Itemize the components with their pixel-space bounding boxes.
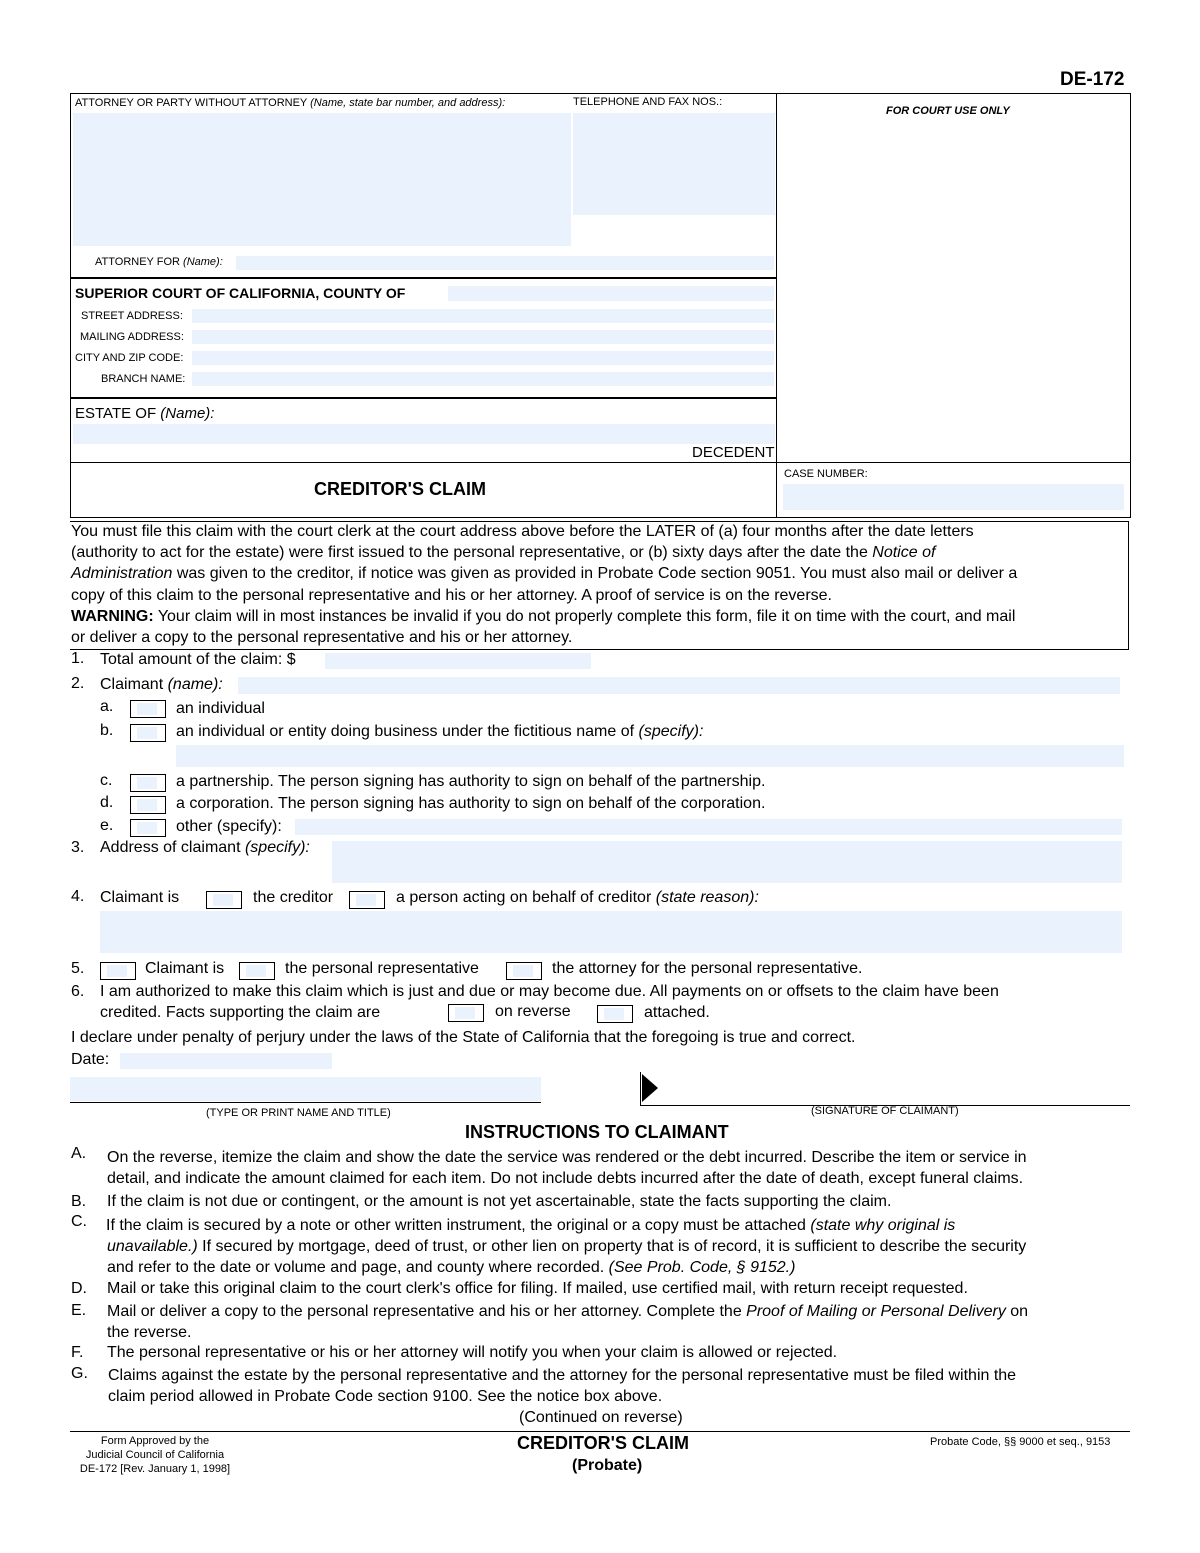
attorney-for-pr-checkbox[interactable] — [506, 962, 542, 980]
item-6-number: 6. — [71, 983, 85, 1000]
header-right-box — [776, 93, 1131, 518]
instr-d-line1: Mail or take this original claim to the court clerk's office for filing. If mailed, use certified mail, with return receipt requested. — [107, 1280, 968, 1297]
item-5-attorney: the attorney for the personal representative. — [552, 960, 863, 977]
continued-note: (Continued on reverse) — [519, 1409, 683, 1426]
claim-amount-field[interactable] — [325, 653, 591, 669]
fictitious-name-checkbox[interactable] — [130, 724, 166, 742]
court-use-label: FOR COURT USE ONLY — [886, 105, 1010, 117]
item-3-number: 3. — [71, 839, 85, 856]
court-title: SUPERIOR COURT OF CALIFORNIA, COUNTY OF — [75, 285, 406, 301]
item-4-creditor: the creditor — [253, 889, 334, 906]
item-2b-letter: b. — [100, 722, 114, 739]
street-field[interactable] — [192, 309, 774, 323]
instr-e-line2: the reverse. — [107, 1324, 192, 1341]
instr-c-line1: If the claim is secured by a note or other written instrument, the original or a copy must be attached (state why original is — [106, 1217, 956, 1234]
instr-g-letter: G. — [71, 1365, 88, 1382]
mailing-label: MAILING ADDRESS: — [80, 331, 184, 343]
claimant-name-field[interactable] — [238, 677, 1120, 694]
attorney-label: ATTORNEY OR PARTY WITHOUT ATTORNEY (Name, state bar number, and address): — [75, 97, 506, 109]
other-specify-field[interactable] — [295, 819, 1122, 835]
item-2c-letter: c. — [100, 772, 113, 789]
estate-label: ESTATE OF (Name): — [75, 405, 215, 422]
item-2b-text: an individual or entity doing business under the fictitious name of (specify): — [176, 723, 704, 740]
city-zip-field[interactable] — [192, 351, 774, 365]
instr-a-line1: On the reverse, itemize the claim and show the date the service was rendered or the debt incurred. Describe the item or service in — [107, 1149, 1027, 1166]
branch-field[interactable] — [192, 372, 774, 386]
item-5-checkbox[interactable] — [100, 962, 136, 980]
item-6-line1: I am authorized to make this claim which is just and due or may become due. All payments on or offsets to the claim have been — [100, 983, 999, 1000]
item-2a-text: an individual — [176, 700, 265, 717]
instructions-title: INSTRUCTIONS TO CLAIMANT — [465, 1122, 729, 1142]
item-2d-text: a corporation. The person signing has authority to sign on behalf of the corporation. — [176, 795, 766, 812]
attorney-field[interactable] — [73, 113, 571, 246]
individual-checkbox[interactable] — [130, 700, 166, 718]
fictitious-name-field[interactable] — [176, 745, 1124, 767]
item-6-line2: credited. Facts supporting the claim are — [100, 1004, 381, 1021]
instr-c-line2: unavailable.) If secured by mortgage, deed of trust, or other lien on property that is of record, it is sufficient to describe the security — [107, 1238, 1027, 1255]
state-reason-field[interactable] — [100, 911, 1122, 953]
estate-field[interactable] — [73, 424, 775, 444]
signature-arrow-icon — [640, 1072, 660, 1106]
item-1-number: 1. — [71, 650, 85, 667]
instr-b-letter: B. — [71, 1193, 87, 1210]
instr-f-letter: F. — [71, 1344, 84, 1361]
partnership-checkbox[interactable] — [130, 774, 166, 792]
date-field[interactable] — [120, 1053, 332, 1069]
item-6-on-reverse: on reverse — [495, 1003, 571, 1020]
form-title: CREDITOR'S CLAIM — [314, 479, 486, 499]
item-2-number: 2. — [71, 675, 85, 692]
item-5-label: Claimant is — [145, 960, 225, 977]
mailing-field[interactable] — [192, 330, 774, 344]
item-5-number: 5. — [71, 960, 85, 977]
item-4-on-behalf: a person acting on behalf of creditor (state reason): — [396, 889, 759, 906]
footer-subtitle: (Probate) — [572, 1457, 643, 1474]
phone-label: TELEPHONE AND FAX NOS.: — [573, 96, 723, 108]
instr-a-line2: detail, and indicate the amount claimed for each item. Do not include debts incurred after the date of death, except funeral claims. — [107, 1170, 1024, 1187]
instr-e-letter: E. — [71, 1302, 87, 1319]
personal-representative-checkbox[interactable] — [239, 962, 275, 980]
other-checkbox[interactable] — [130, 819, 166, 837]
item-2c-text: a partnership. The person signing has authority to sign on behalf of the partnership. — [176, 773, 766, 790]
instr-e-line1: Mail or deliver a copy to the personal representative and his or her attorney. Complete the Proof of Mailing or Personal Delivery on — [107, 1303, 1029, 1320]
item-2e-letter: e. — [100, 817, 114, 834]
print-name-field[interactable] — [70, 1077, 541, 1101]
form-id: DE-172 — [1060, 69, 1125, 90]
item-2a-letter: a. — [100, 698, 114, 715]
creditor-checkbox[interactable] — [206, 891, 242, 909]
corporation-checkbox[interactable] — [130, 796, 166, 814]
instr-a-letter: A. — [71, 1145, 87, 1162]
decedent-label: DECEDENT — [692, 444, 775, 461]
item-1-label: Total amount of the claim: $ — [100, 651, 296, 668]
item-3-label: Address of claimant (specify): — [100, 839, 310, 856]
case-number-label: CASE NUMBER: — [784, 468, 868, 480]
date-label: Date: — [71, 1051, 110, 1068]
item-2d-letter: d. — [100, 794, 114, 811]
attached-checkbox[interactable] — [597, 1005, 633, 1023]
item-2-label: Claimant (name): — [100, 676, 223, 693]
notice-text: You must file this claim with the court clerk at the court address above before the LATER of (a) four months after the date letters (authority to act for the estate) were first issued to the personal representative, or (b) sixty days after the date the Notice of Administration was given to the creditor, if notice was given as provided in Probate Code section 9051. You must also mail or deliver a copy of this claim to the personal representative and his or her attorney. A proof of service is on the reverse. WARNING: Your claim will in most instances be invalid if you do not properly complete this form, file it on time with the court, and mail or deliver a copy to the personal representative and his or her attorney. — [71, 523, 1018, 647]
attorney-for-label: ATTORNEY FOR (Name): — [95, 256, 223, 268]
print-name-caption: (TYPE OR PRINT NAME AND TITLE) — [206, 1107, 391, 1119]
item-4-number: 4. — [71, 888, 85, 905]
item-2e-text: other (specify): — [176, 818, 282, 835]
county-field[interactable] — [448, 286, 774, 301]
attorney-for-field[interactable] — [236, 256, 774, 270]
instr-g-line2: claim period allowed in Probate Code section 9100. See the notice box above. — [108, 1388, 663, 1405]
instr-g-line1: Claims against the estate by the personal representative and the attorney for the personal representative must be filed within the — [108, 1367, 1017, 1384]
instr-c-line3: and refer to the date or volume and page, and county where recorded. (See Prob. Code, § 9152.) — [107, 1259, 796, 1276]
case-number-field[interactable] — [783, 484, 1124, 510]
footer-code: Probate Code, §§ 9000 et seq., 9153 — [930, 1436, 1111, 1448]
instr-d-letter: D. — [71, 1280, 87, 1297]
branch-label: BRANCH NAME: — [101, 373, 186, 385]
instr-c-letter: C. — [71, 1213, 87, 1230]
footer-title: CREDITOR'S CLAIM — [517, 1433, 689, 1453]
on-behalf-checkbox[interactable] — [349, 891, 385, 909]
footer-approval: Form Approved by the Judicial Council of California DE-172 [Rev. January 1, 1998] — [79, 1435, 231, 1475]
item-6-attached: attached. — [644, 1004, 710, 1021]
declaration-text: I declare under penalty of perjury under the laws of the State of California that the foregoing is true and correct. — [71, 1029, 856, 1046]
instr-b-line1: If the claim is not due or contingent, or the amount is not yet ascertainable, state the facts supporting the claim. — [107, 1193, 892, 1210]
signature-caption: (SIGNATURE OF CLAIMANT) — [811, 1105, 959, 1117]
instr-f-line1: The personal representative or his or her attorney will notify you when your claim is allowed or rejected. — [107, 1344, 838, 1361]
city-zip-label: CITY AND ZIP CODE: — [75, 352, 184, 364]
item-5-pr: the personal representative — [285, 960, 479, 977]
claimant-address-field[interactable] — [332, 841, 1122, 883]
item-4-label: Claimant is — [100, 889, 180, 906]
street-label: STREET ADDRESS: — [81, 310, 183, 322]
on-reverse-checkbox[interactable] — [448, 1004, 484, 1022]
phone-field[interactable] — [573, 113, 775, 215]
